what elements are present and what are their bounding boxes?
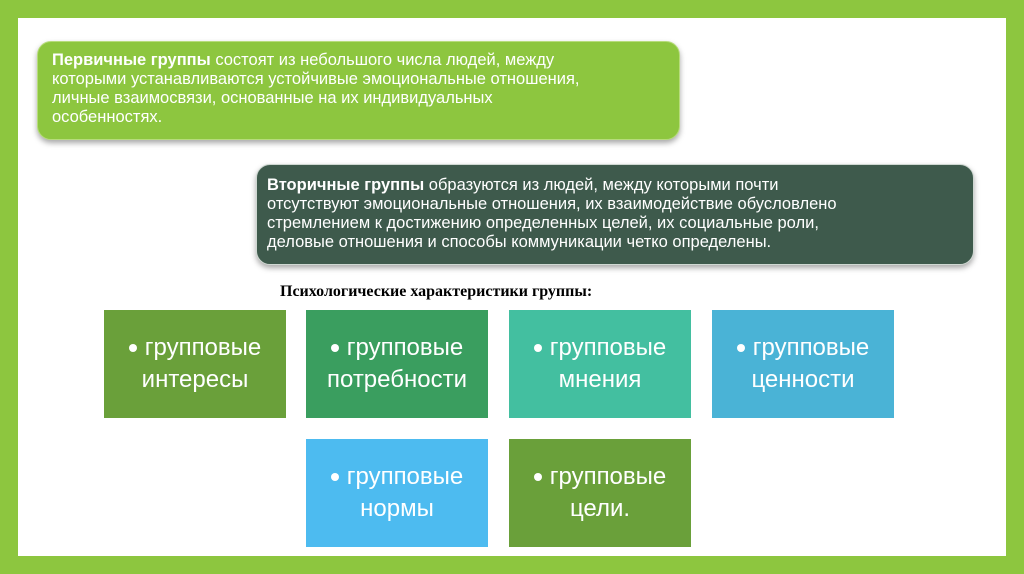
card-label-line2: цели.: [569, 495, 631, 522]
bullet-icon: [737, 344, 745, 352]
card-group-values: [712, 310, 894, 418]
card-group-opinions: [509, 310, 691, 418]
primary-groups-callout: [37, 41, 680, 140]
card-label-line2: потребности: [327, 366, 467, 393]
bullet-icon: [129, 344, 137, 352]
bullet-icon: [331, 344, 339, 352]
secondary-groups-text-3: стремлением к достижению определенных целей, их социальные роли,: [267, 214, 819, 232]
card-group-norms: [306, 439, 488, 547]
card-label-line2: мнения: [558, 366, 642, 393]
primary-groups-line-1: [52, 51, 665, 70]
card-label-line2: интересы: [141, 366, 249, 393]
card-label-line1: групповые: [549, 334, 667, 361]
card-group-needs: [306, 310, 488, 418]
card-label-line1: групповые: [346, 334, 464, 361]
card-group-interests: [104, 310, 286, 418]
primary-groups-text-4: особенностях.: [52, 108, 163, 126]
bullet-icon: [534, 473, 542, 481]
secondary-groups-title: Вторичные группы: [267, 176, 425, 194]
characteristics-subtitle: Психологические характеристики группы:: [280, 283, 593, 300]
card-label-line2: ценности: [751, 366, 855, 393]
secondary-groups-text-1: образуются из людей, между которыми почти: [424, 176, 779, 194]
primary-groups-text-2: которыми устанавливаются устойчивые эмоциональные отношения,: [52, 70, 580, 88]
primary-groups-text-3: личные взаимосвязи, основанные на их индивидуальных: [52, 89, 493, 107]
secondary-groups-line-1: [267, 176, 963, 195]
card-label-line1: групповые: [549, 463, 667, 490]
card-label-line2: нормы: [360, 495, 434, 522]
bullet-icon: [534, 344, 542, 352]
card-label-line1: групповые: [752, 334, 870, 361]
card-group-goals: [509, 439, 691, 547]
secondary-groups-text-2: отсутствуют эмоциональные отношения, их взаимодействие обусловлено: [267, 195, 837, 213]
primary-groups-text-1: состоят из небольшого числа людей, между: [210, 51, 555, 69]
slide-canvas: [18, 18, 1006, 556]
primary-groups-title: Первичные группы: [52, 51, 211, 69]
card-label-line1: групповые: [144, 334, 262, 361]
secondary-groups-text-4: деловые отношения и способы коммуникации четко определены.: [267, 233, 772, 251]
bullet-icon: [331, 473, 339, 481]
secondary-groups-callout: [256, 164, 974, 265]
card-label-line1: групповые: [346, 463, 464, 490]
